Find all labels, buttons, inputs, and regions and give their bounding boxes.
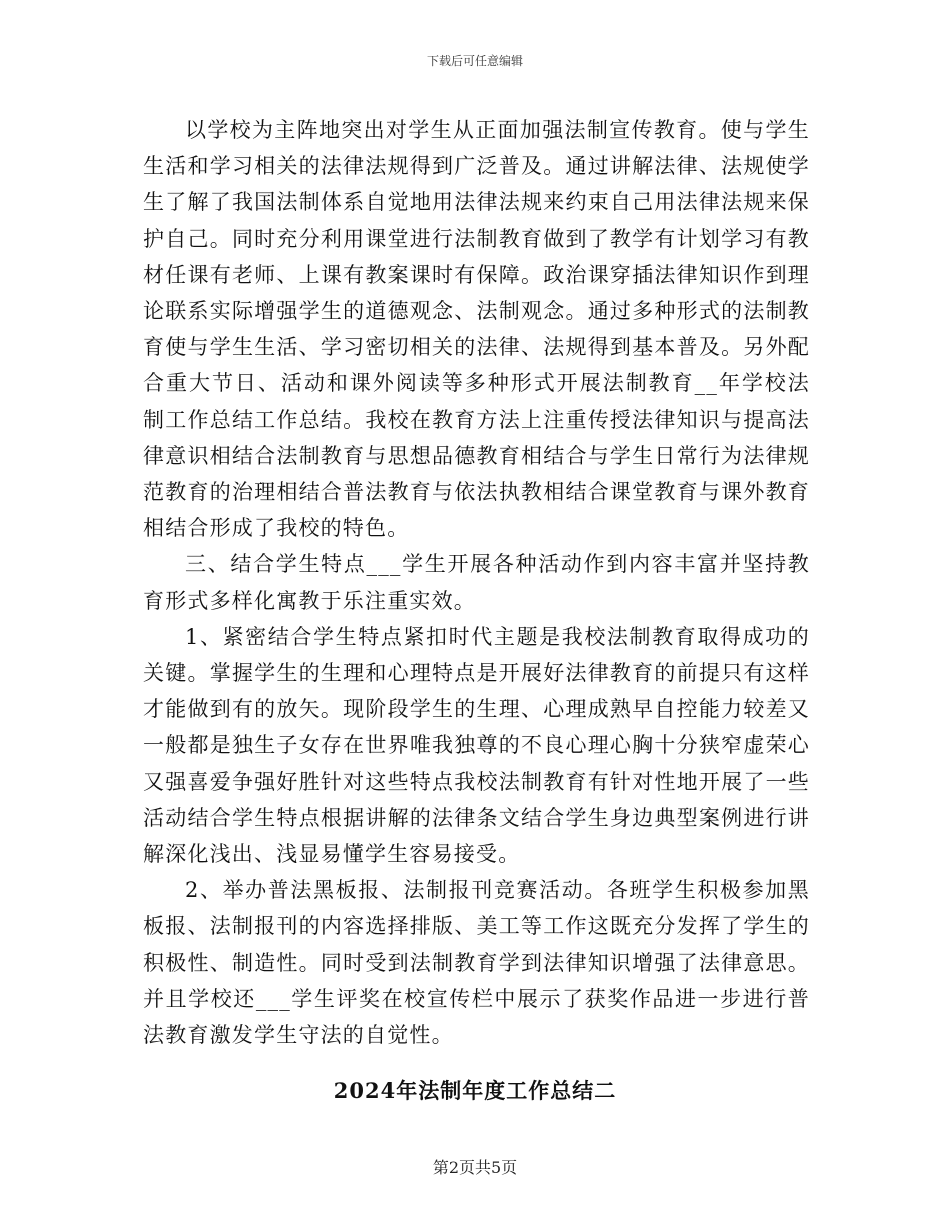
section-heading: 2024年法制年度工作总结二	[333, 1078, 617, 1103]
paragraph-3: 1、紧密结合学生特点紧扣时代主题是我校法制教育取得成功的关键。掌握学生的生理和心理特点是开展好法律教育的前提只有这样才能做到有的放矢。现阶段学生的生理、心理成熟早自控能力较差又一般都是独生子女存在世界唯我独尊的不良心理心胸十分狭窄虚荣心又强喜爱争强好胜针对这些特点我校法制教育有针对性地开展了一些活动结合学生特点根据讲解的法律条文结合学生身边典型案例进行讲解深化浅出、浅显易懂学生容易接受。	[143, 624, 810, 867]
paragraph-2: 三、结合学生特点___学生开展各种活动作到内容丰富并坚持教育形式多样化寓教于乐注重实效。	[143, 552, 810, 613]
page-footer: 第2页共5页	[432, 1158, 518, 1177]
paragraph-4: 2、举办普法黑板报、法制报刊竞赛活动。各班学生积极参加黑板报、法制报刊的内容选择排版、美工等工作这既充分发挥了学生的积极性、制造性。同时受到法制教育学到法律知识增强了法律意思。并且学校还___学生评奖在校宣传栏中展示了获奖作品进一步进行普法教育激发学生守法的自觉性。	[143, 878, 810, 1048]
page-header: 下载后可任意编辑	[426, 54, 523, 68]
document-body	[143, 112, 810, 1053]
paragraph-1: 以学校为主阵地突出对学生从正面加强法制宣传教育。使与学生生活和学习相关的法律法规得到广泛普及。通过讲解法律、法规使学生了解了我国法制体系自觉地用法律法规来约束自己用法律法规来保护自己。同时充分利用课堂进行法制教育做到了教学有计划学习有教材任课有老师、上课有教案课时有保障。政治课穿插法律知识作到理论联系实际增强学生的道德观念、法制观念。通过多种形式的法制教育使与学生生活、学习密切相关的法律、法规得到基本普及。另外配合重大节日、活动和课外阅读等多种形式开展法制教育__年学校法制工作总结工作总结。我校在教育方法上注重传授法律知识与提高法律意识相结合法制教育与思想品德教育相结合与学生日常行为法律规范教育的治理相结合普法教育与依法执教相结合课堂教育与课外教育相结合形成了我校的特色。	[143, 118, 810, 541]
